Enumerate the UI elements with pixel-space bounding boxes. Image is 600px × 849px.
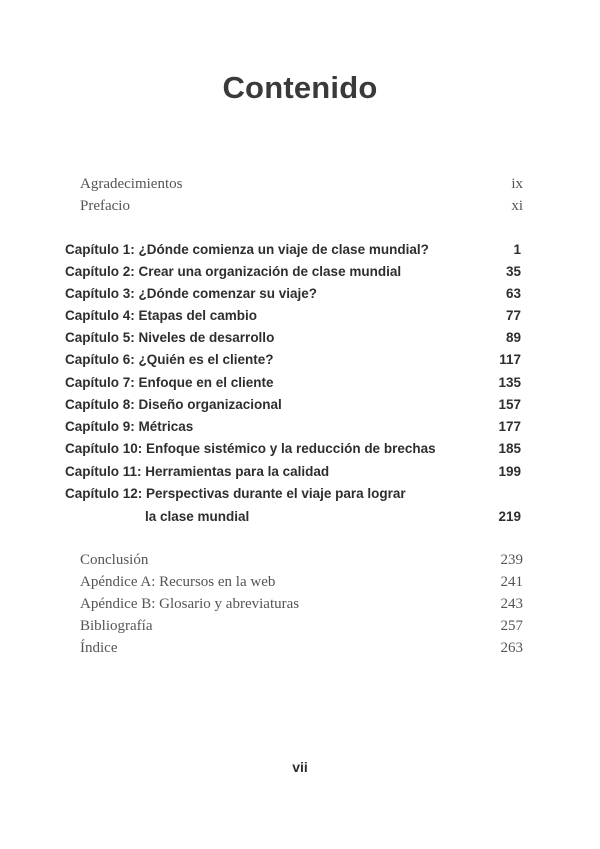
toc-entry-chapter-6 — [0, 352, 600, 374]
toc-entry-bibliografia — [0, 618, 600, 640]
toc-entry-label: Conclusión — [80, 552, 149, 568]
toc-entry-label: Capítulo 1: ¿Dónde comienza un viaje de clase mundial? — [65, 242, 429, 257]
toc-entry-label: Capítulo 3: ¿Dónde comenzar su viaje? — [65, 286, 318, 301]
toc-entry-label: Capítulo 2: Crear una organización de clase mundial — [65, 264, 402, 279]
toc-entry-page: 1 — [513, 242, 521, 257]
toc-entry-label: Apéndice A: Recursos en la web — [80, 574, 276, 590]
toc-entry-chapter-4 — [0, 308, 600, 330]
toc-entry-label: Índice — [80, 640, 118, 656]
toc-entry-label: Capítulo 9: Métricas — [65, 419, 194, 434]
toc-entry-conclusion — [0, 552, 600, 574]
toc-entry-page: 263 — [500, 640, 523, 656]
toc-entry-page: 63 — [505, 286, 521, 301]
toc-entry-chapter-7 — [0, 375, 600, 397]
toc-entry-page: 243 — [500, 596, 523, 612]
toc-entry-page: 35 — [505, 264, 521, 279]
toc-entry-chapter-2 — [0, 264, 600, 286]
toc-entry-label: Capítulo 5: Niveles de desarrollo — [65, 330, 275, 345]
toc-entry-label: Apéndice B: Glosario y abreviaturas — [80, 596, 300, 612]
page-number: vii — [292, 759, 308, 775]
toc-entry-chapter-3 — [0, 286, 600, 308]
toc-entry-label: Capítulo 10: Enfoque sistémico y la reducción de brechas — [65, 441, 436, 456]
toc-entry-label: Bibliografía — [80, 618, 153, 634]
toc-entry-page: 177 — [498, 419, 521, 434]
toc-entry-page: xi — [511, 198, 523, 214]
toc-entry-label: Prefacio — [80, 198, 130, 214]
toc-entry-chapter-8 — [0, 397, 600, 419]
toc-entry-chapter-12 — [0, 486, 600, 508]
toc-entry-label: Capítulo 12: Perspectivas durante el viaje para lograr — [65, 486, 406, 501]
toc-entry-chapter-10 — [0, 441, 600, 463]
toc-entry-apendice-a — [0, 574, 600, 596]
toc-entry-label: Capítulo 11: Herramientas para la calidad — [65, 464, 330, 479]
toc-entry-chapter-11 — [0, 464, 600, 486]
toc-entry-label-continuation: la clase mundial — [145, 509, 250, 524]
toc-entry-page: 157 — [498, 397, 521, 412]
toc-entry-chapter-9 — [0, 419, 600, 441]
toc-entry-apendice-b — [0, 596, 600, 618]
toc-entry-page: 185 — [498, 441, 521, 456]
toc-entry-indice — [0, 640, 600, 662]
toc-entry-page: 239 — [500, 552, 523, 568]
toc-entry-page: 117 — [499, 352, 521, 367]
toc-entry-chapter-12-continuation — [0, 509, 600, 531]
toc-entry-page: ix — [511, 176, 523, 192]
toc-entry-page: 135 — [498, 375, 521, 390]
toc-entry-label: Agradecimientos — [80, 176, 183, 192]
toc-entry-chapter-1 — [0, 242, 600, 264]
toc-entry-page: 257 — [500, 618, 523, 634]
toc-entry-page: 89 — [505, 330, 521, 345]
toc-entry-page: 241 — [500, 574, 523, 590]
toc-entry-page: 219 — [498, 509, 521, 524]
toc-entry-label: Capítulo 7: Enfoque en el cliente — [65, 375, 274, 390]
toc-entry-page: 199 — [498, 464, 521, 479]
toc-entry-chapter-5 — [0, 330, 600, 352]
toc-entry-label: Capítulo 8: Diseño organizacional — [65, 397, 282, 412]
toc-entry-prefacio — [0, 198, 600, 220]
page-title: Contenido — [222, 70, 378, 105]
toc-entry-label: Capítulo 6: ¿Quién es el cliente? — [65, 352, 274, 367]
toc-entry-label: Capítulo 4: Etapas del cambio — [65, 308, 258, 323]
toc-entry-agradecimientos — [0, 176, 600, 198]
toc-entry-page: 77 — [505, 308, 521, 323]
